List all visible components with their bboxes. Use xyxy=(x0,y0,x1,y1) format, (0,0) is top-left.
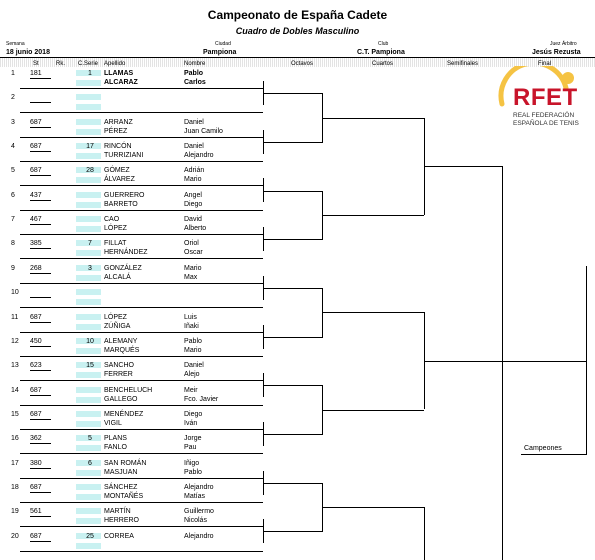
st-number: 437 xyxy=(30,191,42,199)
club-value: C.T. Pampiona xyxy=(357,49,405,56)
entry-line xyxy=(20,551,263,552)
col-apellido: Apellido xyxy=(104,61,126,67)
seed-box xyxy=(76,216,101,222)
player1-surname: GUERRERO xyxy=(104,191,145,199)
player1-name: Adrián xyxy=(184,167,205,175)
player2-name: Nicolás xyxy=(184,517,207,525)
draw-position: 12 xyxy=(11,337,19,345)
draw-subtitle: Cuadro de Dobles Masculino xyxy=(235,26,360,36)
entry-line xyxy=(20,502,263,503)
octavos-slot xyxy=(263,191,323,192)
st-underline xyxy=(30,468,51,469)
player1-surname: LÓPEZ xyxy=(104,313,127,321)
st-number: 687 xyxy=(30,483,42,491)
seed-box xyxy=(76,372,101,378)
ciudad-value: Pampiona xyxy=(203,49,237,56)
seed-box xyxy=(76,177,101,183)
champions-label: Campeones xyxy=(524,445,562,452)
player2-surname: FERRER xyxy=(104,371,133,379)
octavos-slot xyxy=(263,93,323,94)
entry-line xyxy=(20,380,263,381)
seed-number: 15 xyxy=(86,362,94,370)
draw-position: 6 xyxy=(11,191,15,199)
st-number: 687 xyxy=(30,410,42,418)
seed-box xyxy=(76,543,101,549)
col-semifinales: Semifinales xyxy=(447,61,479,67)
draw-position: 7 xyxy=(11,216,15,224)
st-underline xyxy=(30,102,51,103)
seed-box xyxy=(76,202,101,208)
player1-name: Daniel xyxy=(184,362,204,370)
st-underline xyxy=(30,273,51,274)
player1-name: Meir xyxy=(184,386,198,394)
bracket-connector xyxy=(263,178,264,202)
col-st: St xyxy=(33,61,39,67)
page-title: Campeonato de España Cadete xyxy=(207,8,388,22)
rfet-logo-subtitle-1: REAL FEDERACIÓN xyxy=(513,112,575,119)
seed-box xyxy=(76,192,101,198)
player1-name: Pablo xyxy=(184,70,204,77)
player1-name: Oriol xyxy=(184,240,199,248)
seed-box xyxy=(76,94,101,100)
octavos-slot xyxy=(263,337,323,338)
player2-surname: PÉREZ xyxy=(104,127,128,135)
seed-box xyxy=(76,387,101,393)
entry-line xyxy=(20,526,263,527)
bracket-connector xyxy=(424,507,425,560)
player2-surname: BARRETO xyxy=(104,200,138,208)
entry-line xyxy=(20,161,263,162)
draw-position: 16 xyxy=(11,435,19,443)
club-label: Club xyxy=(378,41,389,47)
st-number: 181 xyxy=(30,70,42,77)
st-underline xyxy=(30,224,51,225)
player2-name: Iván xyxy=(184,419,198,427)
seed-box xyxy=(76,484,101,490)
player1-name: Pablo xyxy=(184,337,202,345)
st-underline xyxy=(30,127,51,128)
player2-surname: MARQUÉS xyxy=(104,346,140,354)
seed-number: 25 xyxy=(86,532,94,540)
draw-position: 5 xyxy=(11,167,15,175)
st-number: 687 xyxy=(30,386,42,394)
player2-surname: TURRIZIANI xyxy=(104,152,144,160)
semana-label: Semana xyxy=(6,41,25,47)
col-cserie: C.Serie xyxy=(78,61,99,67)
ciudad-label: Ciudad xyxy=(215,41,231,47)
col-final: Final xyxy=(538,61,552,67)
final-slot xyxy=(502,361,586,362)
octavos-slot xyxy=(263,142,323,143)
player2-surname: MONTAÑÉS xyxy=(104,492,144,500)
seed-box xyxy=(76,508,101,514)
cuartos-slot xyxy=(322,410,424,411)
draw-position: 18 xyxy=(11,483,19,491)
player2-name: Iñaki xyxy=(184,322,199,330)
seed-number: 6 xyxy=(88,459,92,467)
player2-name: Alejo xyxy=(184,371,200,379)
player1-name: Alejandro xyxy=(184,483,214,491)
player2-surname: GALLEGO xyxy=(104,395,138,403)
st-number: 362 xyxy=(30,435,42,443)
player2-name: Oscar xyxy=(184,249,203,257)
player1-surname: LLAMAS xyxy=(104,70,134,77)
seed-number: 7 xyxy=(88,240,92,248)
col-rk: Rk. xyxy=(56,61,65,67)
player2-name: Carlos xyxy=(184,79,206,86)
draw-position: 9 xyxy=(11,264,15,272)
draw-position: 14 xyxy=(11,386,19,394)
player2-surname: MASJUAN xyxy=(104,468,138,476)
player1-surname: ARRANZ xyxy=(104,118,133,126)
st-underline xyxy=(30,443,51,444)
player2-surname: ALCALÁ xyxy=(104,273,131,281)
entry-line xyxy=(20,478,263,479)
draw-position: 17 xyxy=(11,459,19,467)
player1-name: Mario xyxy=(184,264,202,272)
player2-name: Juan Camilo xyxy=(184,127,223,135)
st-number: 467 xyxy=(30,216,42,224)
st-underline xyxy=(30,370,51,371)
player1-surname: SANCHO xyxy=(104,362,134,370)
st-underline xyxy=(30,78,51,79)
seed-box xyxy=(76,494,101,500)
entry-line xyxy=(20,185,263,186)
player2-name: Diego xyxy=(184,200,203,208)
st-underline xyxy=(30,419,51,420)
cuartos-slot xyxy=(322,312,424,313)
st-underline xyxy=(30,175,51,176)
player2-surname: LÓPEZ xyxy=(104,225,127,233)
seed-box xyxy=(76,324,101,330)
player2-name: Pablo xyxy=(184,468,202,476)
entry-line xyxy=(20,405,263,406)
st-underline xyxy=(30,541,51,542)
st-underline xyxy=(30,395,51,396)
player1-surname: FILLAT xyxy=(104,240,127,248)
col-octavos: Octavos xyxy=(291,61,314,67)
player1-surname: PLANS xyxy=(104,435,127,443)
seed-number: 17 xyxy=(86,143,94,151)
st-number: 385 xyxy=(30,240,42,248)
st-number: 687 xyxy=(30,313,42,321)
entry-line xyxy=(20,210,263,211)
draw-position: 8 xyxy=(11,240,15,248)
player1-surname: CORREA xyxy=(104,532,134,540)
entry-line xyxy=(20,112,263,113)
player2-name: Mario xyxy=(184,346,202,354)
st-number: 450 xyxy=(30,337,42,345)
entry-line xyxy=(20,307,263,308)
seed-number: 1 xyxy=(88,70,92,77)
seed-box xyxy=(76,104,101,110)
player2-name: Mario xyxy=(184,176,202,184)
col-cuartos: Cuartos xyxy=(372,61,394,67)
draw-position: 19 xyxy=(11,508,19,516)
st-underline xyxy=(30,492,51,493)
entry-line xyxy=(20,429,263,430)
entry-line xyxy=(20,234,263,235)
champions-connector xyxy=(586,266,587,454)
draw-position: 4 xyxy=(11,143,15,151)
player1-surname: BENCHELUCH xyxy=(104,386,153,394)
st-underline xyxy=(30,151,51,152)
st-number: 380 xyxy=(30,459,42,467)
player2-name: Matías xyxy=(184,492,206,500)
seed-box xyxy=(76,250,101,256)
player1-surname: MENÉNDEZ xyxy=(104,410,144,418)
player1-name: Guillermo xyxy=(184,508,214,516)
st-number: 623 xyxy=(30,362,42,370)
draw-position: 15 xyxy=(11,410,19,418)
st-underline xyxy=(30,297,51,298)
seed-box xyxy=(76,299,101,305)
rfet-logo-text: RFET xyxy=(513,84,578,111)
player2-surname: HERRERO xyxy=(104,517,140,525)
entry-line xyxy=(20,258,263,259)
player1-name: Luis xyxy=(184,313,197,321)
seed-box xyxy=(76,397,101,403)
st-number: 268 xyxy=(30,264,42,272)
draw-position: 11 xyxy=(11,313,19,321)
seed-number: 5 xyxy=(88,435,92,443)
seed-box xyxy=(76,421,101,427)
seed-box xyxy=(76,129,101,135)
player1-surname: GONZÁLEZ xyxy=(104,264,142,272)
player1-surname: RINCÓN xyxy=(104,143,132,151)
player2-surname: ZÚÑIGA xyxy=(104,322,131,330)
seed-number: 10 xyxy=(86,337,94,345)
draw-position: 1 xyxy=(11,70,15,77)
seed-box xyxy=(76,445,101,451)
juez-label: Juez Árbitro xyxy=(550,41,577,47)
semifinal-slot xyxy=(424,166,502,167)
player1-name: David xyxy=(184,216,202,224)
player2-name: Alberto xyxy=(184,225,207,233)
player1-name: Angel xyxy=(184,191,202,199)
st-underline xyxy=(30,248,51,249)
player1-surname: GÓMEZ xyxy=(104,167,130,175)
seed-box xyxy=(76,348,101,354)
player1-surname: SÁNCHEZ xyxy=(104,483,138,491)
st-number: 687 xyxy=(30,118,42,126)
entry-line xyxy=(20,137,263,138)
entry-line xyxy=(20,453,263,454)
entry-line xyxy=(20,332,263,333)
rfet-logo-subtitle-2: ESPAÑOLA DE TENIS xyxy=(513,120,579,127)
player2-name: Fco. Javier xyxy=(184,395,219,403)
player1-surname: CAO xyxy=(104,216,120,224)
player1-surname: MARTÍN xyxy=(104,508,131,516)
entry-line xyxy=(20,283,263,284)
col-nombre: Nombre xyxy=(184,61,206,67)
player2-name: Max xyxy=(184,273,198,281)
player1-name: Jorge xyxy=(184,435,202,443)
draw-position: 20 xyxy=(11,532,19,540)
entry-line xyxy=(20,88,263,89)
octavos-slot xyxy=(263,483,323,484)
seed-box xyxy=(76,470,101,476)
seed-box xyxy=(76,289,101,295)
semifinal-slot xyxy=(424,361,502,362)
entry-line xyxy=(20,356,263,357)
st-underline xyxy=(30,322,51,323)
st-underline xyxy=(30,200,51,201)
seed-box xyxy=(76,80,101,86)
juez-value: Jesús Rezusta xyxy=(532,49,581,56)
seed-number: 3 xyxy=(88,264,92,272)
seed-box xyxy=(76,275,101,281)
seed-box xyxy=(76,518,101,524)
player2-name: Alejandro xyxy=(184,152,214,160)
player2-surname: FANLO xyxy=(104,444,127,452)
player1-name: Iñigo xyxy=(184,459,200,467)
player1-name: Diego xyxy=(184,410,203,418)
seed-number: 28 xyxy=(86,167,94,175)
player2-surname: ALCARAZ xyxy=(104,79,138,86)
st-number: 687 xyxy=(30,532,42,540)
player2-surname: VIGIL xyxy=(104,419,122,427)
st-underline xyxy=(30,346,51,347)
seed-box xyxy=(76,226,101,232)
octavos-slot xyxy=(263,531,323,532)
octavos-slot xyxy=(263,385,323,386)
seed-box xyxy=(76,314,101,320)
semana-value: 18 junio 2018 xyxy=(6,49,50,56)
st-underline xyxy=(30,516,51,517)
draw-position: 13 xyxy=(11,362,19,370)
cuartos-slot xyxy=(322,118,424,119)
st-number: 687 xyxy=(30,167,42,175)
draw-position: 3 xyxy=(11,118,15,126)
player2-surname: HERNÁNDEZ xyxy=(104,249,148,257)
player1-name: Daniel xyxy=(184,118,204,126)
st-number: 687 xyxy=(30,143,42,151)
st-number: 561 xyxy=(30,508,42,516)
player1-name: Alejandro xyxy=(184,532,214,540)
player1-surname: ALEMANY xyxy=(104,337,138,345)
seed-box xyxy=(76,153,101,159)
player2-name: Pau xyxy=(184,444,197,452)
bracket-connector xyxy=(502,166,503,560)
draw-position: 2 xyxy=(11,94,15,102)
draw-position: 10 xyxy=(11,289,19,297)
cuartos-slot xyxy=(322,507,424,508)
seed-box xyxy=(76,119,101,125)
octavos-slot xyxy=(263,239,323,240)
octavos-slot xyxy=(263,434,323,435)
octavos-slot xyxy=(263,288,323,289)
champions-line xyxy=(521,454,587,455)
seed-box xyxy=(76,411,101,417)
cuartos-slot xyxy=(322,215,424,216)
player1-name: Daniel xyxy=(184,143,204,151)
player2-surname: ÁLVAREZ xyxy=(104,176,135,184)
player1-surname: SAN ROMÁN xyxy=(104,459,147,467)
